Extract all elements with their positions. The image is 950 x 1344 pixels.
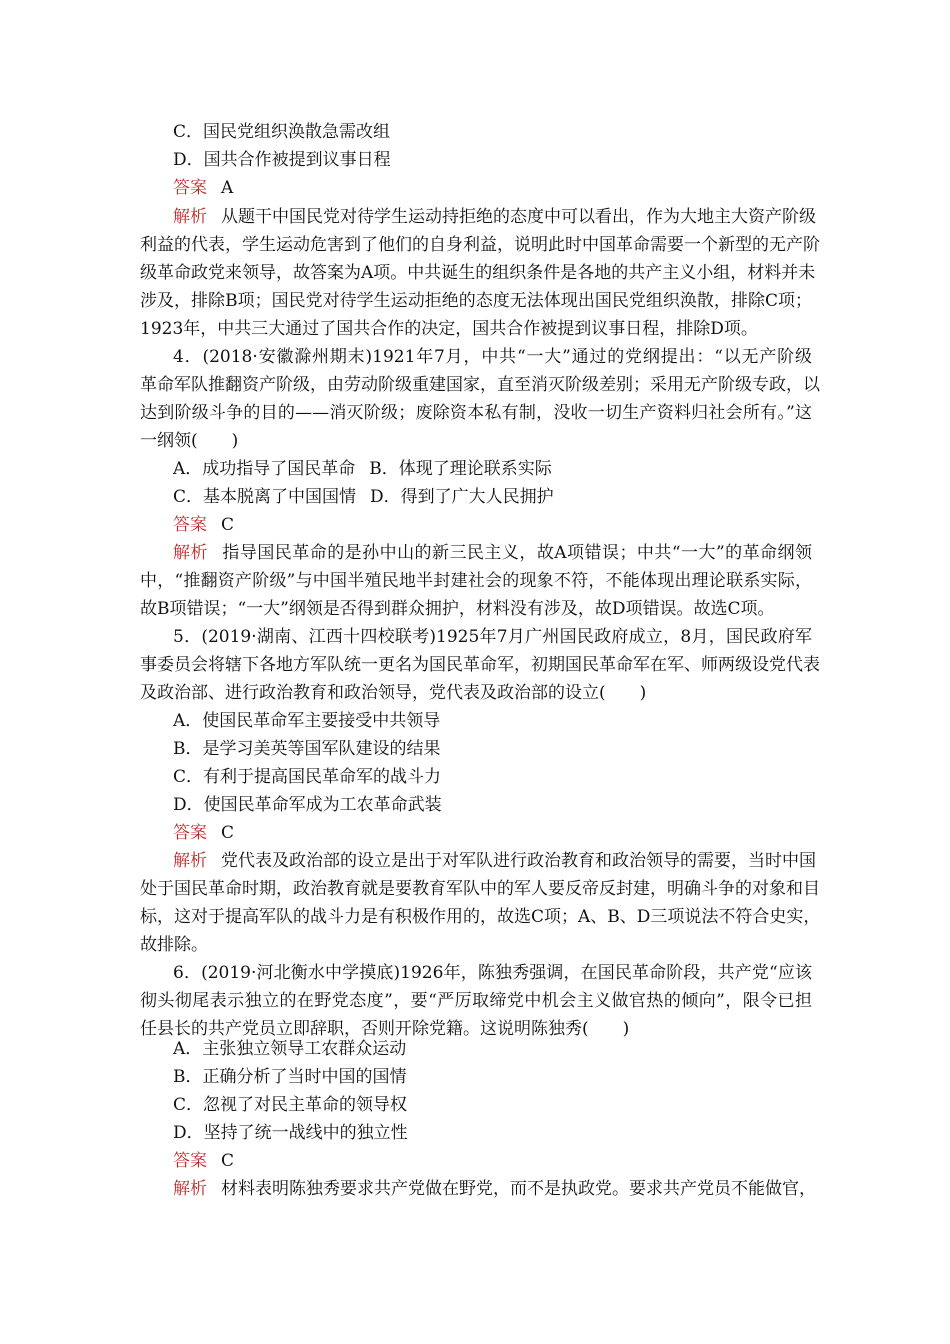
q4-options-row [173,455,812,483]
q4-analysis-line: 故B项错误；“一大”纲领是否得到群众拥护，材料没有涉及，故D项错误。故选C项。 [140,599,775,619]
q4-options-row [173,483,812,511]
answer-label: 答案 [173,823,207,843]
q5-answer [173,819,812,847]
answer-label: 答案 [173,515,207,535]
q6-analysis-line: 解析 材料表明陈独秀要求共产党做在野党，而不是执政党。要求共产党员不能做官， [173,1179,816,1199]
q5-analysis-line: 标，这对于提高军队的战斗力是有积极作用的，故选C项；A、B、D三项说法不符合史实， [140,907,821,927]
q5-analysis-line: 故排除。 [140,935,208,955]
analysis-label: 解析 [173,1179,207,1199]
q3-analysis-line: 利益的代表，学生运动危害到了他们的自身利益，说明此时中国革命需要一个新型的无产阶 [140,235,820,255]
q6-stem-line: 6．(2019·河北衡水中学摸底)1926年，陈独秀强调，在国民革命阶段，共产党“应该 [173,963,812,983]
answer-label: 答案 [173,1151,207,1171]
q4-option-b: B．体现了理论联系实际 [369,459,552,479]
answer-value: A [221,178,234,198]
analysis-label: 解析 [173,851,207,871]
q3-analysis-line: 解析 从题干中国民党对待学生运动持拒绝的态度中可以看出，作为大地主大资产阶级 [173,207,816,227]
q4-option-c: C．基本脱离了中国国情 [173,487,357,507]
q4-analysis-line: 中，“推翻资产阶级”与中国半殖民地半封建社会的现象不符，不能体现出理论联系实际， [140,571,812,591]
q6-stem-line: 任县长的共产党员立即辞职，否则开除党籍。这说明陈独秀( ) [140,1019,630,1039]
analysis-label: 解析 [173,207,207,227]
q3-option-c: C．国民党组织涣散急需改组 [173,122,391,142]
q6-option-d: D．坚持了统一战线中的独立性 [173,1123,408,1143]
q4-answer [173,511,812,539]
answer-value: C [221,1151,235,1171]
q5-stem-line: 5．(2019·湖南、江西十四校联考)1925年7月广州国民政府成立，8月，国民政府军 [173,627,812,647]
q6-option-b: B．正确分析了当时中国的国情 [173,1067,407,1087]
q5-stem-line: 及政治部、进行政治教育和政治领导，党代表及政治部的设立( ) [140,683,647,703]
q6-option-a: A．主张独立领导工农群众运动 [173,1039,407,1059]
q6-option-c: C．忽视了对民主革命的领导权 [173,1095,408,1115]
q3-analysis-line: 级革命政党来领导，故答案为A项。中共诞生的组织条件是各地的共产主义小组，材料并未 [140,263,816,283]
answer-value: C [221,823,235,843]
answer-label: 答案 [173,178,207,198]
q5-analysis-line: 处于国民革命时期，政治教育就是要教育军队中的军人要反帝反封建，明确斗争的对象和目 [140,879,820,899]
q5-option-d: D．使国民革命军成为工农革命武装 [173,795,442,815]
q6-answer [173,1147,812,1175]
q6-stem-line: 彻头彻尾表示独立的在野党态度”，要“严厉取缔党中机会主义做官热的倾向”，限令已担 [140,991,812,1011]
q4-stem-line: 4．(2018·安徽滁州期末)1921年7月，中共“一大”通过的党纲提出：“以无产阶级 [173,347,812,367]
q5-option-b: B．是学习美英等国军队建设的结果 [173,739,441,759]
q5-stem-line: 事委员会将辖下各地方军队统一更名为国民革命军，初期国民革命军在军、师两级设党代表 [140,655,820,675]
q3-analysis-line: 涉及，排除B项；国民党对待学生运动拒绝的态度无法体现出国民党组织涣散，排除C项； [140,291,812,311]
q4-option-d: D．得到了广大人民拥护 [370,487,554,507]
q4-analysis-line: 解析 指导国民革命的是孙中山的新三民主义，故A项错误；中共“一大”的革命纲领 [173,543,812,563]
q3-option-d: D．国共合作被提到议事日程 [173,150,391,170]
q4-stem-line: 一纲领( ) [140,431,239,451]
q3-analysis-line: 1923年，中共三大通过了国共合作的决定，国共合作被提到议事日程，排除D项。 [140,319,758,339]
q4-stem-line: 达到阶级斗争的目的——消灭阶级；废除资本私有制，没收一切生产资料归社会所有。”这 [140,403,812,423]
q5-option-c: C．有利于提高国民革命军的战斗力 [173,767,442,787]
q4-option-a: A．成功指导了国民革命 [173,459,356,479]
q3-answer [173,174,812,202]
analysis-label: 解析 [173,543,208,563]
q5-analysis-line: 解析 党代表及政治部的设立是出于对军队进行政治教育和政治领导的需要，当时中国 [173,851,816,871]
q5-option-a: A．使国民革命军主要接受中共领导 [173,711,441,731]
answer-value: C [221,515,235,535]
q4-stem-line: 革命军队推翻资产阶级，由劳动阶级重建国家，直至消灭阶级差别；采用无产阶级专政，以 [140,375,820,395]
